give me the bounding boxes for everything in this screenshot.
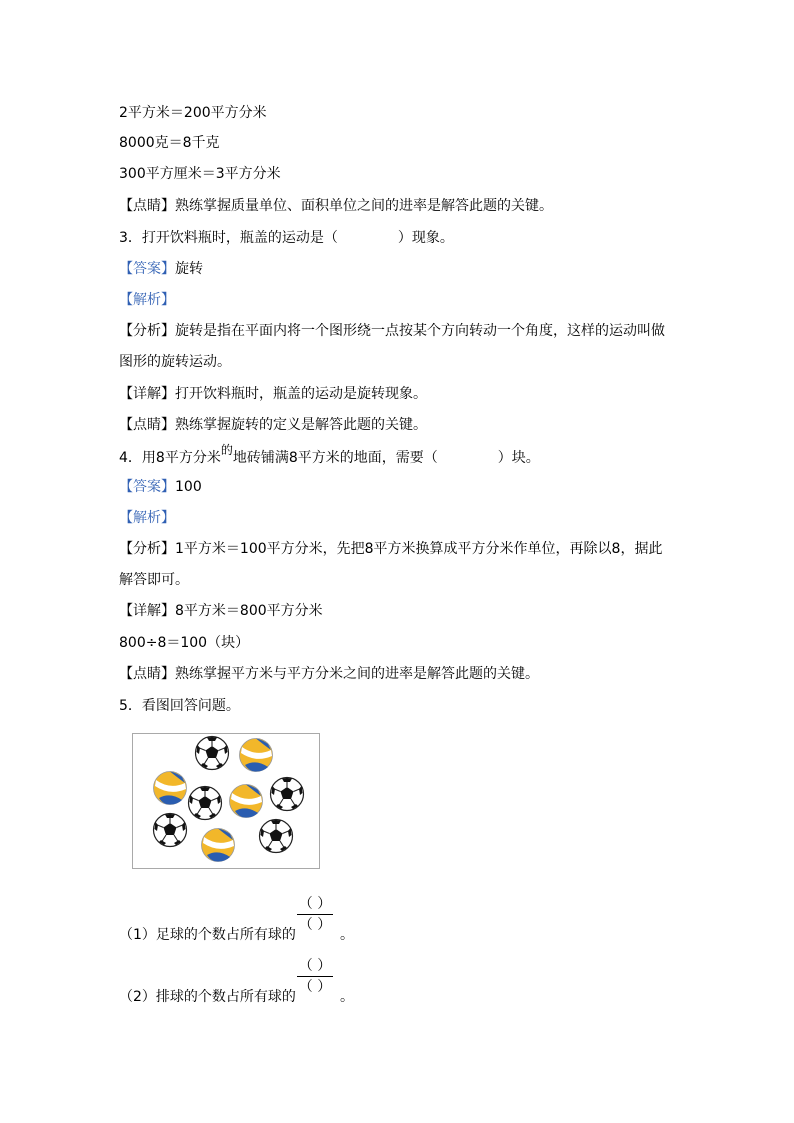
key-point-text: 熟练掌握平方米与平方分米之间的进率是解答此题的关键。 (175, 666, 539, 682)
sub-question-1 (119, 926, 296, 944)
analysis-tag: 【解析】 (119, 292, 175, 308)
detail-text: 打开饮料瓶时，瓶盖的运动是旋转现象。 (175, 386, 427, 402)
explanation-4-cont: 解答即可。 (119, 572, 189, 588)
key-point-tag: 【点睛】 (119, 198, 175, 214)
soccer-ball-icon (187, 785, 223, 821)
question-4 (119, 443, 540, 467)
soccer-ball-icon (258, 818, 294, 854)
analysis-3 (119, 291, 175, 309)
question-3-end: ）现象。 (397, 230, 454, 246)
sub-question-2-text: （2）排球的个数占所有球的 (119, 989, 296, 1005)
period: 。 (340, 989, 354, 1005)
fraction-denominator: （ ） (298, 979, 332, 995)
explanation-tag: 【分析】 (119, 541, 175, 557)
key-point-4 (119, 665, 539, 683)
key-point-tag: 【点睛】 (119, 666, 175, 682)
question-4-end: ）块。 (497, 450, 540, 466)
answer-tag: 【答案】 (119, 479, 175, 495)
sub-question-1-text: （1）足球的个数占所有球的 (119, 927, 296, 943)
explanation-3 (119, 322, 665, 340)
soccer-ball-icon (194, 735, 230, 771)
fraction-bar (297, 914, 333, 915)
explanation-tag: 【分析】 (119, 323, 175, 339)
sub-question-2 (119, 988, 296, 1006)
fraction-blank-1[interactable] (297, 896, 333, 933)
conversion-line-2: 8000克＝8千克 (119, 135, 220, 151)
explanation-text: 旋转是指在平面内将一个图形绕一点按某个方向转动一个角度，这样的运动叫做 (175, 323, 665, 339)
explanation-text: 1平方米＝100平方分米，先把8平方米换算成平方分米作单位，再除以8，据此 (175, 541, 663, 557)
key-point-text: 熟练掌握旋转的定义是解答此题的关键。 (175, 417, 427, 433)
key-point-1 (119, 197, 553, 215)
answer-tag: 【答案】 (119, 261, 175, 277)
fraction-denominator: （ ） (298, 917, 332, 933)
question-3 (119, 229, 454, 247)
fraction-numerator: （ ） (298, 958, 332, 974)
key-point-tag: 【点睛】 (119, 417, 175, 433)
fraction-numerator: （ ） (298, 896, 332, 912)
detail-4-calc: 800÷8＝100（块） (119, 635, 250, 651)
volleyball-icon (238, 737, 274, 773)
answer-text: 100 (175, 479, 202, 495)
explanation-3-cont: 图形的旋转运动。 (119, 354, 231, 370)
conversion-line-1: 2平方米＝200平方分米 (119, 105, 267, 121)
balls-figure (132, 733, 320, 869)
question-4-text-b: 地砖铺满8平方米的地面，需要（ (232, 450, 438, 466)
answer-4 (119, 478, 202, 496)
detail-text: 8平方米＝800平方分米 (175, 603, 323, 619)
detail-3 (119, 385, 427, 403)
question-5: 5．看图回答问题。 (119, 698, 240, 714)
key-point-3 (119, 416, 427, 434)
period: 。 (340, 927, 354, 943)
question-4-text: 4．用8平方分米 (119, 450, 221, 466)
answer-text: 旋转 (175, 261, 203, 277)
detail-tag: 【详解】 (119, 386, 175, 402)
analysis-4 (119, 509, 175, 527)
volleyball-icon (228, 783, 264, 819)
question-3-text: 3．打开饮料瓶时，瓶盖的运动是（ (119, 230, 338, 246)
key-point-text: 熟练掌握质量单位、面积单位之间的进率是解答此题的关键。 (175, 198, 553, 214)
detail-4 (119, 602, 323, 620)
volleyball-icon (152, 770, 188, 806)
soccer-ball-icon (269, 776, 305, 812)
volleyball-icon (200, 827, 236, 863)
conversion-line-3: 300平方厘米＝3平方分米 (119, 166, 281, 182)
detail-tag: 【详解】 (119, 603, 175, 619)
soccer-ball-icon (152, 812, 188, 848)
fraction-blank-2[interactable] (297, 958, 333, 995)
fraction-bar (297, 976, 333, 977)
explanation-4 (119, 540, 662, 558)
question-4-sup: 的 (220, 443, 233, 457)
answer-3 (119, 260, 203, 278)
analysis-tag: 【解析】 (119, 510, 175, 526)
